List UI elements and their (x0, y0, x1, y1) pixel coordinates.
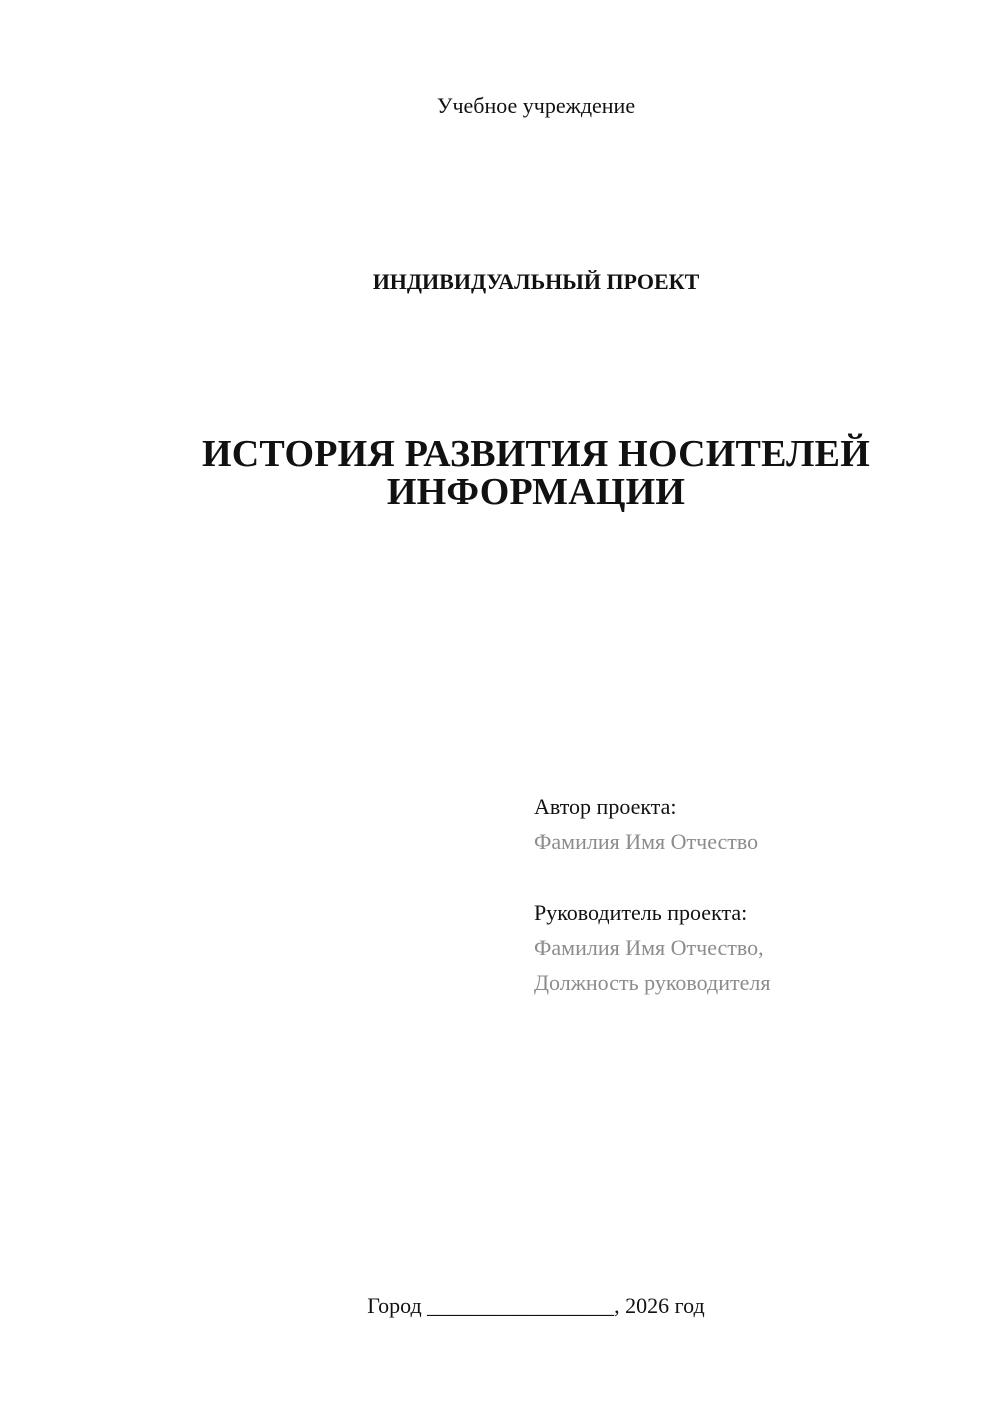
supervisor-position: Должность руководителя (534, 970, 771, 995)
supervisor-label: Руководитель проекта: (534, 900, 748, 925)
institution-name: Учебное учреждение (436, 93, 636, 118)
author-label: Автор проекта: (534, 794, 677, 819)
project-title-line-1: ИСТОРИЯ РАЗВИТИЯ НОСИТЕЛЕЙ (202, 433, 870, 475)
document-type: ИНДИВИДУАЛЬНЫЙ ПРОЕКТ (372, 269, 700, 294)
spacer (534, 859, 770, 895)
author-name: Фамилия Имя Отчество (534, 829, 759, 854)
supervisor-name: Фамилия Имя Отчество, (534, 935, 764, 960)
project-title (0, 435, 1000, 511)
city-year-line: Город _________________, 2026 год (367, 1293, 705, 1318)
project-people-block (534, 789, 770, 1000)
project-title-line-2: ИНФОРМАЦИИ (386, 471, 686, 513)
